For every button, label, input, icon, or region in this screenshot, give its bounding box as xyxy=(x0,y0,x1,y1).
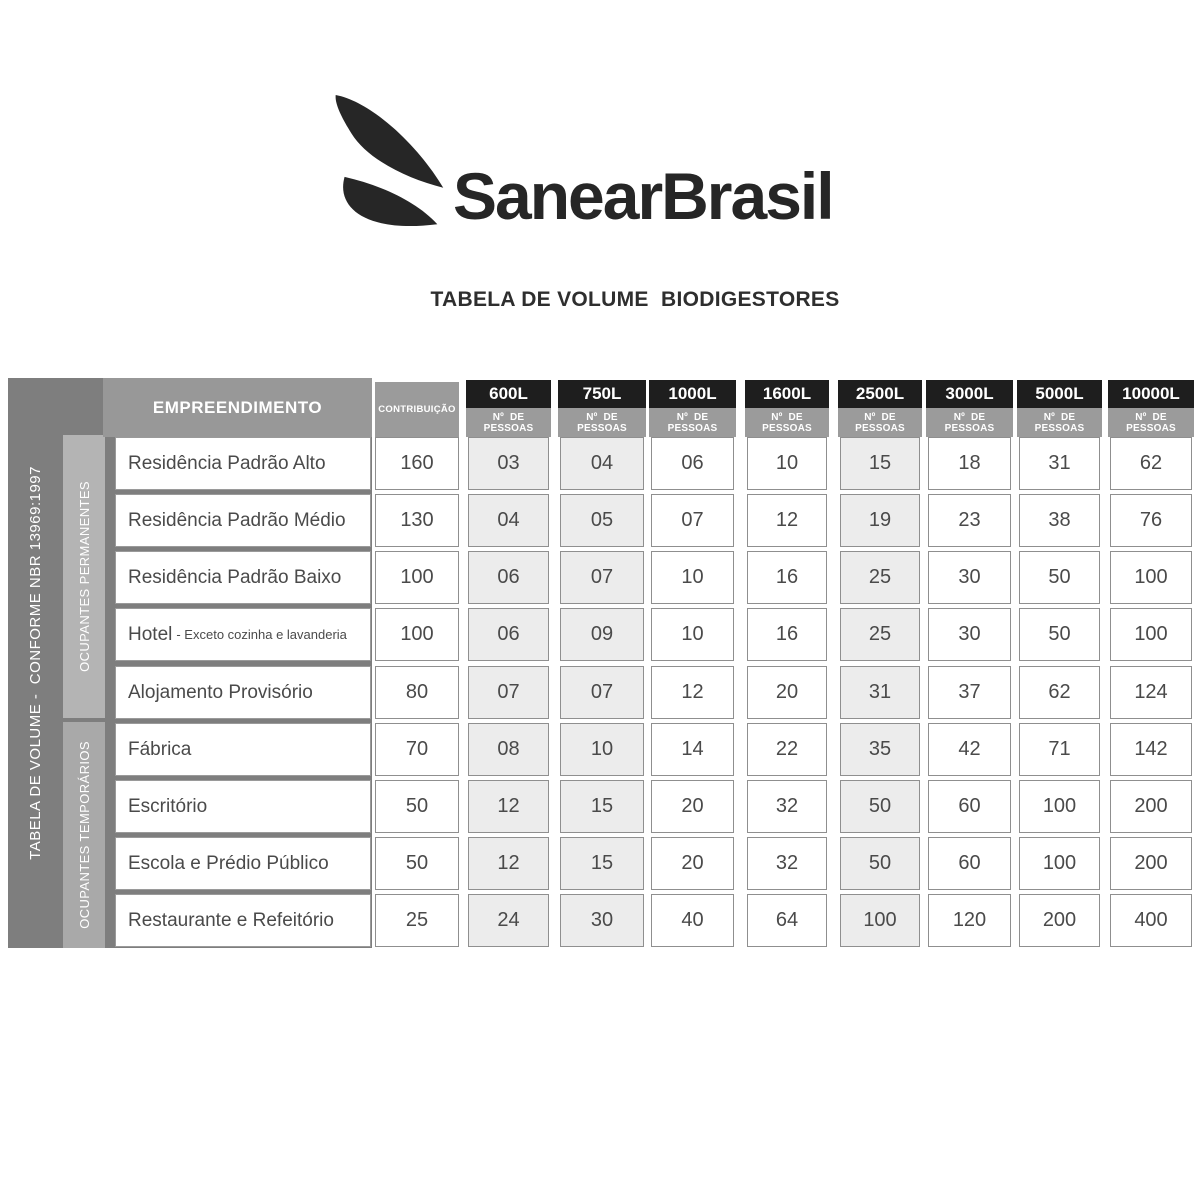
contribuicao-cell: 50 xyxy=(375,837,459,890)
value-cell: 100 xyxy=(1019,837,1100,890)
persons-subheader-line1: Nº DE xyxy=(771,411,803,423)
persons-subheader-line2: PESSOAS xyxy=(1034,422,1085,434)
side-title-text: TABELA DE VOLUME - CONFORME NBR 13969:1997 xyxy=(26,466,44,860)
row-label-text: Residência Padrão Alto xyxy=(128,452,326,474)
value-cell: 16 xyxy=(747,551,827,604)
value-cell: 100 xyxy=(1110,608,1192,661)
volume-header: 600L xyxy=(466,380,551,408)
persons-subheader-line1: Nº DE xyxy=(492,411,525,423)
value-cell: 12 xyxy=(747,494,827,547)
value-cell: 18 xyxy=(928,437,1011,490)
volume-header: 10000L xyxy=(1108,380,1194,408)
value-cell: 07 xyxy=(560,551,644,604)
persons-subheader-line1: Nº DE xyxy=(953,411,986,423)
value-cell: 42 xyxy=(928,723,1011,776)
value-cell: 16 xyxy=(747,608,827,661)
persons-subheader-line2: PESSOAS xyxy=(944,422,995,434)
value-cell: 40 xyxy=(651,894,734,947)
value-cell: 12 xyxy=(468,837,549,890)
value-cell: 07 xyxy=(651,494,734,547)
persons-subheader-line1: Nº DE xyxy=(586,411,618,423)
row-label-text: Escritório xyxy=(128,795,208,817)
value-cell: 12 xyxy=(651,666,734,719)
value-cell: 200 xyxy=(1019,894,1100,947)
value-cell: 35 xyxy=(840,723,920,776)
value-cell: 23 xyxy=(928,494,1011,547)
row-label-text: Restaurante e Refeitório xyxy=(128,909,334,931)
row-label xyxy=(115,894,371,947)
persons-subheader-line2: PESSOAS xyxy=(855,422,905,434)
value-cell: 50 xyxy=(1019,551,1100,604)
value-cell: 64 xyxy=(747,894,827,947)
empreendimento-header: EMPREENDIMENTO xyxy=(103,378,372,437)
value-cell: 30 xyxy=(928,551,1011,604)
persons-subheader-line1: Nº DE xyxy=(676,411,709,423)
value-cell: 142 xyxy=(1110,723,1192,776)
value-cell: 15 xyxy=(560,780,644,833)
value-cell: 30 xyxy=(560,894,644,947)
volume-header: 3000L xyxy=(926,380,1013,408)
value-cell: 12 xyxy=(468,780,549,833)
value-cell: 20 xyxy=(651,837,734,890)
table-left-panel xyxy=(8,378,372,948)
value-cell: 124 xyxy=(1110,666,1192,719)
persons-subheader xyxy=(1017,408,1102,437)
value-cell: 60 xyxy=(928,780,1011,833)
contribuicao-cell: 80 xyxy=(375,666,459,719)
value-cell: 31 xyxy=(1019,437,1100,490)
value-cell: 200 xyxy=(1110,780,1192,833)
volume-header: 1600L xyxy=(745,380,829,408)
value-cell: 22 xyxy=(747,723,827,776)
row-label-text: Hotel xyxy=(128,623,173,645)
volume-header: 1000L xyxy=(649,380,736,408)
value-cell: 400 xyxy=(1110,894,1192,947)
value-cell: 38 xyxy=(1019,494,1100,547)
value-cell: 04 xyxy=(560,437,644,490)
row-label-suffix: - Exceto cozinha e lavanderia xyxy=(176,627,347,642)
value-cell: 08 xyxy=(468,723,549,776)
group-label-temporarios xyxy=(63,722,105,948)
contribuicao-cell: 100 xyxy=(375,551,459,604)
value-cell: 07 xyxy=(468,666,549,719)
volume-header: 5000L xyxy=(1017,380,1102,408)
value-cell: 100 xyxy=(840,894,920,947)
value-cell: 15 xyxy=(560,837,644,890)
value-cell: 24 xyxy=(468,894,549,947)
value-cell: 60 xyxy=(928,837,1011,890)
value-cell: 10 xyxy=(651,551,734,604)
value-cell: 07 xyxy=(560,666,644,719)
value-cell: 32 xyxy=(747,837,827,890)
value-cell: 37 xyxy=(928,666,1011,719)
logo-text: SanearBrasil xyxy=(453,159,833,233)
contribuicao-cell: 100 xyxy=(375,608,459,661)
value-cell: 19 xyxy=(840,494,920,547)
value-cell: 15 xyxy=(840,437,920,490)
row-label xyxy=(115,437,371,490)
persons-subheader-line2: PESSOAS xyxy=(762,422,812,434)
volume-header: 2500L xyxy=(838,380,922,408)
persons-subheader xyxy=(649,408,736,437)
page-title: TABELA DE VOLUME BIODIGESTORES xyxy=(430,288,840,311)
value-cell: 10 xyxy=(651,608,734,661)
value-cell: 20 xyxy=(651,780,734,833)
persons-subheader-line1: Nº DE xyxy=(864,411,896,423)
persons-subheader-line2: PESSOAS xyxy=(483,422,534,434)
row-label xyxy=(115,551,371,604)
value-cell: 25 xyxy=(840,608,920,661)
value-cell: 14 xyxy=(651,723,734,776)
contribuicao-cell: 130 xyxy=(375,494,459,547)
persons-subheader xyxy=(558,408,646,437)
value-cell: 62 xyxy=(1110,437,1192,490)
persons-subheader-line1: Nº DE xyxy=(1043,411,1076,423)
value-cell: 62 xyxy=(1019,666,1100,719)
value-cell: 30 xyxy=(928,608,1011,661)
value-cell: 09 xyxy=(560,608,644,661)
row-label xyxy=(115,608,371,661)
group-label-permanentes-text: OCUPANTES PERMANENTES xyxy=(76,481,92,672)
value-cell: 200 xyxy=(1110,837,1192,890)
value-cell: 100 xyxy=(1019,780,1100,833)
value-cell: 10 xyxy=(747,437,827,490)
value-cell: 06 xyxy=(651,437,734,490)
value-cell: 100 xyxy=(1110,551,1192,604)
value-cell: 04 xyxy=(468,494,549,547)
row-label xyxy=(115,494,371,547)
row-label xyxy=(115,666,371,719)
value-cell: 05 xyxy=(560,494,644,547)
value-cell: 50 xyxy=(1019,608,1100,661)
contribuicao-cell: 25 xyxy=(375,894,459,947)
persons-subheader-line2: PESSOAS xyxy=(577,422,627,434)
value-cell: 50 xyxy=(840,780,920,833)
persons-subheader-line2: PESSOAS xyxy=(1126,422,1176,434)
persons-subheader-line1: Nº DE xyxy=(1135,411,1167,423)
row-label-text: Fábrica xyxy=(128,738,192,760)
value-cell: 32 xyxy=(747,780,827,833)
row-label-text: Escola e Prédio Público xyxy=(128,852,329,874)
value-cell: 10 xyxy=(560,723,644,776)
row-label xyxy=(115,780,371,833)
value-cell: 06 xyxy=(468,608,549,661)
value-cell: 76 xyxy=(1110,494,1192,547)
value-cell: 31 xyxy=(840,666,920,719)
value-cell: 71 xyxy=(1019,723,1100,776)
volume-header: 750L xyxy=(558,380,646,408)
contribuicao-cell: 50 xyxy=(375,780,459,833)
row-label-text: Alojamento Provisório xyxy=(128,681,313,703)
value-cell: 20 xyxy=(747,666,827,719)
value-cell: 50 xyxy=(840,837,920,890)
row-label xyxy=(115,723,371,776)
row-label xyxy=(115,837,371,890)
leaf-icon xyxy=(326,92,448,240)
value-cell: 25 xyxy=(840,551,920,604)
row-label-text: Residência Padrão Baixo xyxy=(128,566,342,588)
contribuicao-header: CONTRIBUIÇÃO xyxy=(375,382,459,437)
persons-subheader xyxy=(1108,408,1194,437)
side-title-bar xyxy=(8,378,62,948)
persons-subheader xyxy=(745,408,829,437)
contribuicao-cell: 160 xyxy=(375,437,459,490)
persons-subheader xyxy=(838,408,922,437)
value-cell: 120 xyxy=(928,894,1011,947)
persons-subheader-line2: PESSOAS xyxy=(667,422,718,434)
persons-subheader xyxy=(926,408,1013,437)
group-label-permanentes xyxy=(63,435,105,718)
contribuicao-cell: 70 xyxy=(375,723,459,776)
value-cell: 06 xyxy=(468,551,549,604)
row-label-text: Residência Padrão Médio xyxy=(128,509,346,531)
value-cell: 03 xyxy=(468,437,549,490)
group-label-temporarios-text: OCUPANTES TEMPORÁRIOS xyxy=(76,741,92,929)
persons-subheader xyxy=(466,408,551,437)
